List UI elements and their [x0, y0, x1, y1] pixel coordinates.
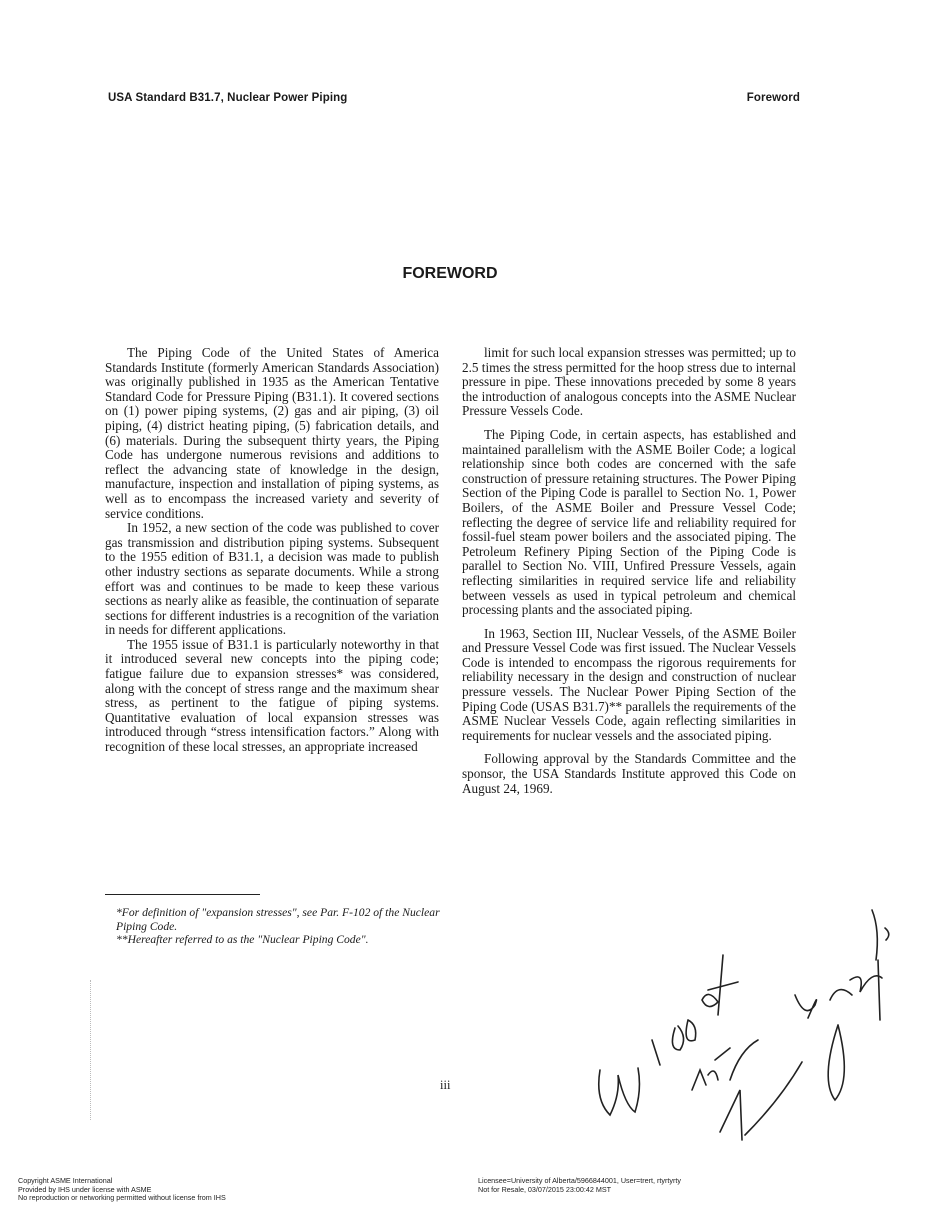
page-title: FOREWORD [402, 265, 498, 282]
right-column [462, 346, 796, 796]
left-column [105, 346, 439, 755]
footnotes [116, 906, 461, 947]
footer-line: Not for Resale, 03/07/2015 23:00:42 MST [478, 1184, 612, 1194]
footer-line: No reproduction or networking permitted without license from IHS [18, 1193, 226, 1203]
footer-copyright [18, 1177, 226, 1203]
footnote-divider [105, 894, 260, 895]
footer-line: Provided by IHS under license with ASME [18, 1184, 152, 1194]
paragraph: In 1963, Section III, Nuclear Vessels, of the ASME Boiler and Pressure Vessel Code was first issued. The Nuclear Vessels Code is intended to encompass the rigorous requirements for reliability necessary in the design and construction of nuclear pressure vessels. The Nuclear Power Piping Section of the Piping Code (USAS B31.7)** parallels the requirements of the ASME Nuclear Vessels Code, again reflecting similarities in requirements for nuclear vessels and the associated piping. [462, 625, 796, 743]
paragraph: The Piping Code, in certain aspects, has established and maintained parallelism with the ASME Boiler Code; a logical relationship since both codes are concerned with the safe construction of pressure retaining structures. The Power Piping Section of the Piping Code is parallel to Section No. 1, Power Boilers, of the ASME Boiler and Pressure Vessel Code; reflecting the degree of service life and reliability required for fossil-fuel steam power boilers and the associated piping. The Petroleum Refinery Piping Section of the Piping Code is parallel to Section No. VIII, Unfired Pressure Vessels, again reflecting similarities in required service life and reliability between vessels as used in typical petroleum and chemical processing plants and the associated piping. [462, 426, 796, 618]
running-header-title: USA Standard B31.7, Nuclear Power Piping [108, 92, 348, 104]
running-header-section: Foreword [746, 92, 800, 104]
paragraph: Following approval by the Standards Committee and the sponsor, the USA Standards Institute approved this Code on August 24, 1969. [462, 751, 796, 796]
handwritten-annotation [580, 900, 910, 1160]
paragraph: limit for such local expansion stresses was permitted; up to 2.5 times the stress permitted for the hoop stress due to internal pressure in pipe. These innovations preceded by some 8 years the introduction of analogous concepts into the ASME Nuclear Pressure Vessels Code. [462, 345, 797, 419]
footnote: *For definition of "expansion stresses", see Par. F-102 of the Nuclear Piping Code. [116, 906, 440, 933]
paragraph: The 1955 issue of B31.1 is particularly noteworthy in that it introduced several new concepts into the piping code; fatigue failure due to expansion stresses* was considered, along with the concept of stress range and the maximum shear stress, as pertinent to the fatigue of piping systems. Quantitative evaluation of local expansion stresses was introduced through “stress intensification factors.” Along with recognition of these local stresses, an appropriate increased [105, 636, 439, 755]
paragraph: In 1952, a new section of the code was published to cover gas transmission and distribution piping systems. Subsequent to the 1955 edition of B31.1, a decision was made to publish other industry sections as separate documents. While a strong effort was and continues to be made to keep these various sections as nearly alike as feasible, the continuation of separate sections for different industries is a recognition of the variation in needs for different applications. [105, 520, 439, 638]
paragraph: The Piping Code of the United States of America Standards Institute (formerly American Standards Association) was originally published in 1935 as the American Tentative Standard Code for Pressure Piping (B31.1). It covered sections on (1) power piping systems, (2) gas and air piping, (3) oil piping, (4) district heating piping, (5) fabrication details, and (6) materials. During the subsequent thirty years, the Piping Code has undergone numerous revisions and additions to reflect the advancing state of knowledge in the design, manufacture, inspection and installation of piping systems, as well as to encompass the increased variety and severity of service conditions. [105, 345, 439, 521]
footnote: **Hereafter referred to as the "Nuclear Piping Code". [116, 933, 369, 946]
page-number: iii [440, 1078, 451, 1092]
scan-artifact [90, 980, 92, 1120]
footer-license [478, 1177, 681, 1194]
footer-line: Copyright ASME International [18, 1176, 113, 1185]
footer-line: Licensee=University of Alberta/5966844001, User=trert, rtyrtyrty [478, 1176, 681, 1185]
